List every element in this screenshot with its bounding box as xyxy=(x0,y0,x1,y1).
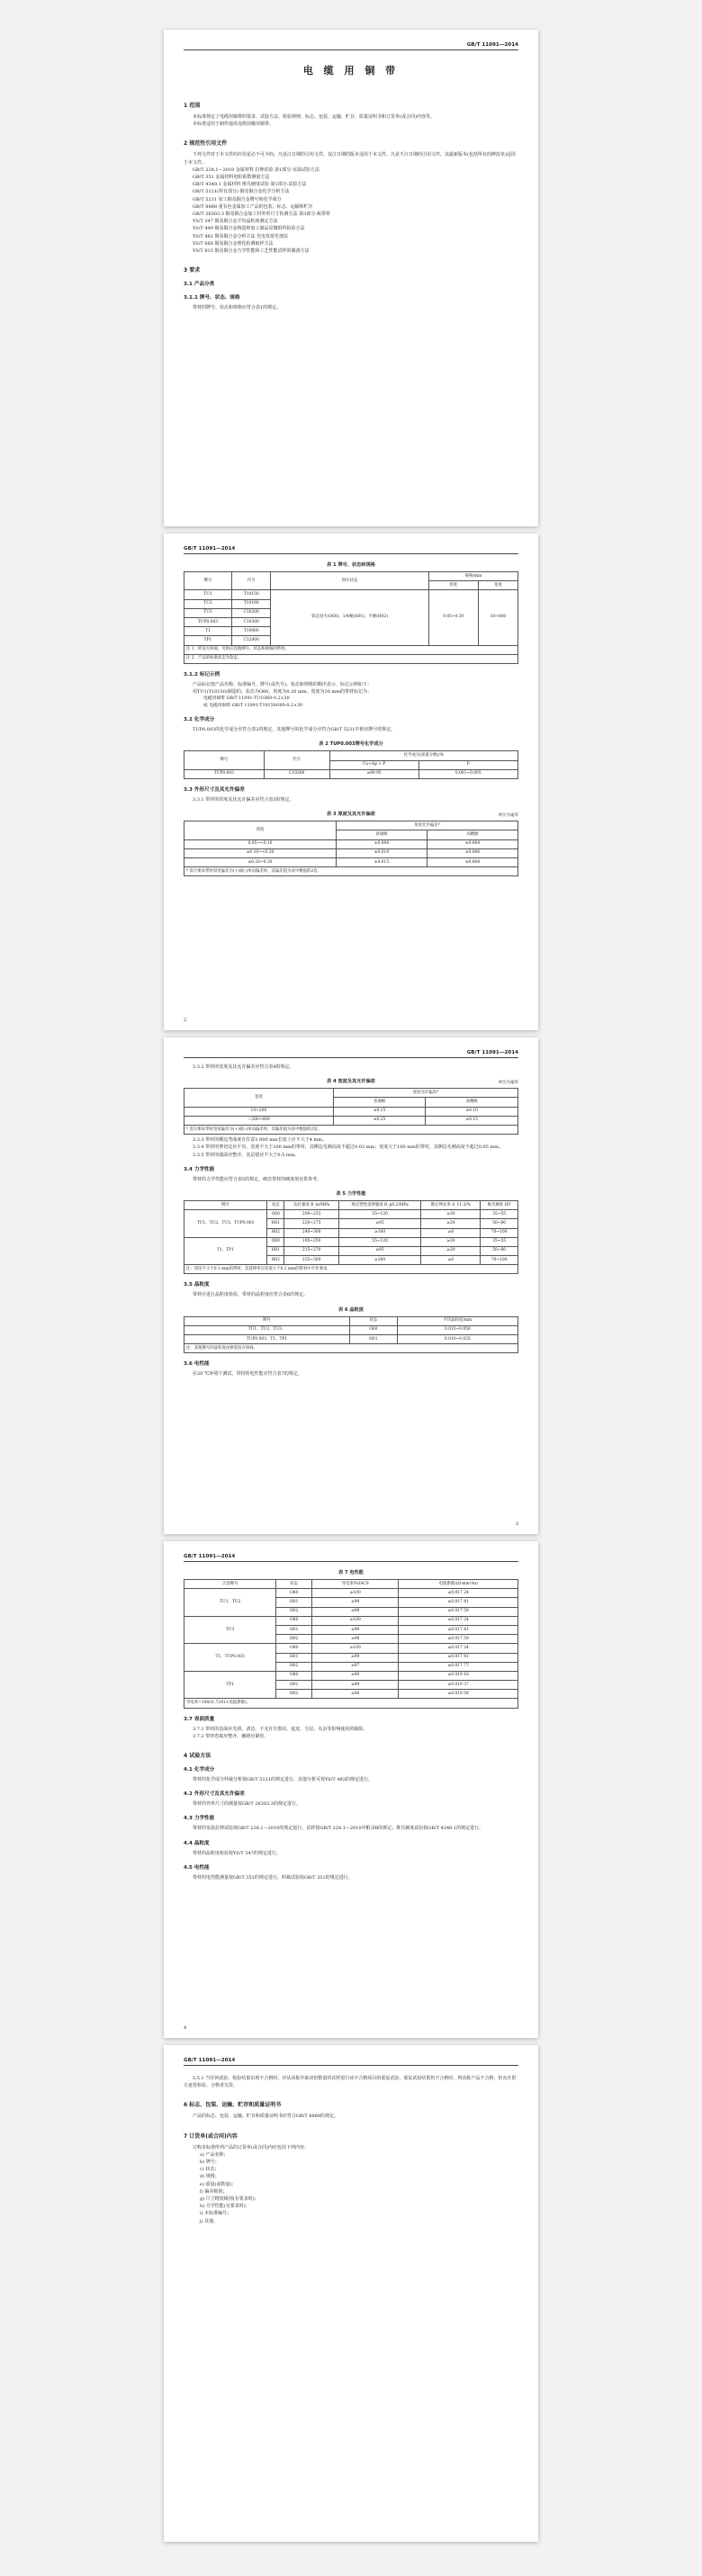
marking-example: 或 电缆用铜带 GB/T 11091-T10150O60-0.2×30 xyxy=(203,703,303,708)
table-cell: ≤0.017 41 xyxy=(399,1625,518,1634)
table-cell: C10200 xyxy=(231,608,271,617)
table-cell: ±0.15 xyxy=(333,1107,426,1116)
paragraph: 本标准规定了电缆用铜带的要求、试验方法、检验规则、标志、包装、运输、贮存、质量证明书和订货单(或合同)内容等。 xyxy=(193,114,435,120)
paragraph: 带材的外形尺寸的测量按GB/T 26303.3的规定进行。 xyxy=(193,1801,301,1808)
order-item: c) 状态； xyxy=(200,2167,220,2173)
table-header: 普通级 xyxy=(337,830,428,839)
table-header: 厚度允许偏差ª xyxy=(337,821,518,830)
table-cell: ≥98 xyxy=(311,1607,398,1616)
table-cell: ≥99 xyxy=(311,1598,398,1607)
table-cell: TUP0.003、T1、TP1 xyxy=(184,1335,350,1344)
table-header: 规定塑性延伸强度 R_p0.2/MPa xyxy=(338,1200,421,1209)
table-header: 代号 xyxy=(231,572,271,590)
page-number: 2 xyxy=(184,1018,187,1023)
table-cell: ≥95 xyxy=(338,1219,421,1228)
table-cell: ≥95 xyxy=(338,1246,421,1255)
table-note: ª 需方要求带材厚度偏差为(+)或(-)单向偏差时，其偏差值为表中数值的2倍。 xyxy=(184,867,518,876)
table-cell: T10180 xyxy=(231,599,271,608)
paragraph: 订购本标准所列产品的订货单(或合同)内应包括下列内容： xyxy=(193,2144,309,2150)
table-header: 宽度 xyxy=(184,1089,334,1107)
table-header: Cu+Ag + P xyxy=(329,760,418,769)
table-cell: T10150 xyxy=(231,590,271,599)
table-header: 状态 xyxy=(267,1200,284,1209)
table-cell: ≤0.017 59 xyxy=(399,1635,518,1644)
table-cell: T1、TUP0.003 xyxy=(184,1644,276,1672)
table-header: 代号 xyxy=(264,751,329,769)
document-page-4 xyxy=(164,1541,538,2038)
table-header: 状态 xyxy=(276,1580,312,1589)
table-header: P xyxy=(418,760,518,769)
table-cell: H01 xyxy=(276,1625,312,1634)
table-cell: TU3 xyxy=(184,608,232,617)
subsection-heading: 4.4 晶粒度 xyxy=(184,1840,210,1846)
table-cell: C10300 xyxy=(231,617,271,626)
subsection-heading: 3.4 力学性能 xyxy=(184,1166,215,1172)
table-cell: 0.05~0.30 xyxy=(428,590,478,645)
table-cell: 240~300 xyxy=(284,1228,338,1237)
table-caption: 表 3 厚度及其允许偏差 xyxy=(327,812,375,818)
table-cell: ＞200~800 xyxy=(184,1116,334,1125)
table-cell: 35~55 xyxy=(481,1210,518,1219)
subsection-heading: 3.1 产品分类 xyxy=(184,282,215,288)
table-cell: TP1 xyxy=(184,636,232,645)
paragraph: 在20 ℃环境下测试，带材的电性能应符合表7的规定。 xyxy=(193,1371,302,1378)
order-item: e) 重量(或数量)； xyxy=(200,2181,237,2187)
paragraph: 带材的室温拉伸试验按GB/T 228.1—2010的规定进行，试样按GB/T 228.1—2010中附录B的规定；维氏硬度试验按GB/T 4340.1的规定进行。 xyxy=(193,1826,484,1832)
table-cell: ≥88 xyxy=(311,1690,398,1699)
marking-example: 电缆用铜带 GB/T 11091-TU1O60-0.2×30 xyxy=(203,696,290,702)
table-cell: H01 xyxy=(276,1653,312,1662)
table-cell: 10~800 xyxy=(478,590,518,645)
table-chemistry xyxy=(184,750,518,779)
table-header: 宽度允许偏差ª xyxy=(333,1089,518,1098)
document-page-5 xyxy=(164,2045,538,2542)
table-cell: ≥100 xyxy=(311,1589,398,1598)
table-cell: ≥0.10~<0.20 xyxy=(184,848,337,857)
table-cell: ±0.25 xyxy=(333,1116,426,1125)
reference-item: GB/T 5121(所有部分) 铜及铜合金化学分析方法 xyxy=(193,189,290,195)
table-caption: 表 6 晶粒度 xyxy=(338,1306,364,1313)
table-cell: O60 xyxy=(267,1210,284,1219)
paragraph: 本标准适用于制作通讯电缆屏蔽用铜带。 xyxy=(193,121,274,128)
table-thickness xyxy=(184,821,518,876)
table-cell: ≥160 xyxy=(338,1228,421,1237)
table-cell: ≥20 xyxy=(421,1246,481,1255)
reference-item: GB/T 4340.1 金属材料 维氏硬度试验 第1部分:试验方法 xyxy=(193,182,307,188)
paragraph: 3.3.4 带材的剪切边应平直，宽度不大于100 mm的带材，其侧边毛刺高度不超过0.03 mm；宽度大于100 mm的带材，其侧边毛刺高度不超过0.05 mm。 xyxy=(193,1144,503,1151)
table-cell: ±0.10 xyxy=(426,1107,518,1116)
section-heading: 3 要求 xyxy=(184,267,201,274)
table-cell: ≥99 xyxy=(311,1653,398,1662)
table-cell: 195~250 xyxy=(284,1237,338,1246)
table-cell: ±0.006 xyxy=(427,848,518,857)
table-cell: H02 xyxy=(276,1662,312,1671)
table-unit: 单位为毫米 xyxy=(498,813,518,819)
table-cell: ≥89 xyxy=(311,1681,398,1690)
table-cell: 215~270 xyxy=(284,1246,338,1255)
document-page-2 xyxy=(164,534,538,1030)
table-cell: 35~55 xyxy=(481,1237,518,1246)
table-cell: ≥30 xyxy=(421,1210,481,1219)
table-cell: TU1 xyxy=(184,590,232,599)
page-number: 3 xyxy=(515,1521,518,1527)
table-cell: ≥100 xyxy=(311,1644,398,1653)
table-note: 注 2：产品的标准状态为软态。 xyxy=(184,654,518,663)
paragraph: 3.7.2 带材卷取应整齐，缠绕应紧密。 xyxy=(193,1733,269,1739)
table-cell: O60 xyxy=(267,1237,284,1246)
table-note: 注：其他牌号的晶粒度由供需双方协商。 xyxy=(184,1344,518,1353)
table-cell: C12000 xyxy=(231,636,271,645)
paragraph: 下列文件对于本文件的应用是必不可少的。凡是注日期的引用文件，仅注日期的版本适用于本文件。凡是不注日期的引用文件，其最新版本(包括所有的修改单)适用于本文件。 xyxy=(184,152,516,166)
reference-item: YS/T 449 铜及铜合金铸造和加工制品显微组织检验方法 xyxy=(193,226,305,232)
table-header: 状态 xyxy=(349,1316,397,1325)
table-header: 厚度 xyxy=(184,821,337,839)
section-heading: 4 试验方法 xyxy=(184,1753,212,1760)
document-page-1 xyxy=(164,30,538,526)
table-cell: ≥97 xyxy=(311,1662,398,1671)
table-header: 供应状态 xyxy=(271,572,428,590)
subsection-heading: 4.2 外形尺寸及其允许偏差 xyxy=(184,1791,245,1798)
table-cell: ≥99.95 xyxy=(329,769,418,778)
table-cell: TU3 xyxy=(184,1616,276,1644)
order-item: g) 尺寸精度级别(有要求时)； xyxy=(200,2196,259,2203)
table-cell: 50~80 xyxy=(481,1246,518,1255)
table-cell: O60 xyxy=(276,1671,312,1680)
table-header: 牌号 xyxy=(184,1200,267,1209)
table-cell: ≤0.017 24 xyxy=(399,1644,518,1653)
table-cell: H01 xyxy=(349,1335,397,1344)
paragraph: 3.7.1 带材的表面应光滑、清洁，不允许有裂纹、起皮、分层、夹杂等影响使用的缺陷。 xyxy=(193,1726,368,1732)
order-item: f) 偏差级别； xyxy=(200,2188,228,2195)
table-unit: 单位为毫米 xyxy=(498,1081,518,1086)
table-cell: H02 xyxy=(267,1256,284,1265)
table-header: 电阻系数/(Ω·mm²/m) xyxy=(399,1580,518,1589)
table-header: 维氏硬度 HV xyxy=(481,1200,518,1209)
order-item: h) 力学性能(有要求时)； xyxy=(200,2204,250,2210)
subsection-heading: 3.2 化学成分 xyxy=(184,717,215,723)
table-cell: O60 xyxy=(276,1644,312,1653)
table-header: 化学成分(质量分数)/% xyxy=(329,751,518,760)
table-cell: ≤0.019 59 xyxy=(399,1690,518,1699)
table-mechanical xyxy=(184,1200,518,1275)
paragraph: 带材的化学成分仲裁分析按GB/T 5121的规定进行，其他分析可按YS/T 482的规定进行。 xyxy=(193,1777,373,1783)
reference-item: GB/T 8888 重有色金属加工产品的包装、标志、运输和贮存 xyxy=(193,203,313,210)
table-header: 导电率/%IACS xyxy=(311,1580,398,1589)
table-cell: C10300 xyxy=(264,769,329,778)
table-cell: ≥160 xyxy=(338,1256,421,1265)
subsection-heading: 4.5 电性能 xyxy=(184,1864,210,1871)
table-header: 牌号 xyxy=(184,751,265,769)
table-cell: 0.015~0.050 xyxy=(397,1325,518,1334)
paragraph: 带材的力学性能应符合表5的规定，硬态带材的硬度值仅供参考。 xyxy=(193,1176,322,1182)
table-cell: TUP0.003 xyxy=(184,769,265,778)
table-caption: 表 7 电性能 xyxy=(338,1570,364,1575)
table-cell: H01 xyxy=(276,1681,312,1690)
reference-item: YS/T 347 铜及铜合金平均晶粒度测定方法 xyxy=(193,219,278,225)
table-cell: 0.010~0.035 xyxy=(397,1335,518,1344)
table-cell: H02 xyxy=(276,1607,312,1616)
table-cell: H01 xyxy=(267,1246,284,1255)
table-note: ª 需方要求带材宽度偏差为(+)或(-)单向偏差时，其偏差值为表中数值的2倍。 xyxy=(184,1125,518,1134)
table-cell: ≥90 xyxy=(311,1671,398,1680)
table-cell: O60 xyxy=(276,1616,312,1625)
table-header: 高精级 xyxy=(427,830,518,839)
subsection-heading: 4.1 化学成分 xyxy=(184,1767,215,1773)
subsection-heading: 3.7 表面质量 xyxy=(184,1716,215,1722)
table-cell: ≥8 xyxy=(421,1256,481,1265)
table-caption: 表 2 TUP0.003牌号化学成分 xyxy=(319,741,383,748)
table-cell: ±0.015 xyxy=(337,858,428,867)
table-cell: ≤0.017 24 xyxy=(399,1589,518,1598)
table-header: 抗拉强度 R_m/MPa xyxy=(284,1200,338,1209)
table-cell: ±0.008 xyxy=(427,858,518,867)
table-note: 注 1：经双方协商，可供应其他牌号、状态和规格的带材。 xyxy=(184,645,518,654)
table-cell: ±0.15 xyxy=(426,1116,518,1125)
table-cell: ≤0.017 24 xyxy=(399,1616,518,1625)
page-header: GB/T 11091—2014 xyxy=(184,1050,518,1058)
table-cell: TP1 xyxy=(184,1671,276,1699)
paragraph: 3.3.5 带材的端面应整齐，其层错应不大于0.5 mm。 xyxy=(193,1152,300,1158)
table-header: 普通级 xyxy=(333,1098,426,1107)
table-width xyxy=(184,1088,518,1135)
table-grain-size xyxy=(184,1316,518,1354)
table-cell: 70~100 xyxy=(481,1228,518,1237)
table-cell: 0.05~<0.10 xyxy=(184,839,337,848)
reference-item: YS/T 482 铜及铜合金分析方法 光电发射光谱法 xyxy=(193,233,289,239)
paragraph: 用TU1(T10150)制造的、状态为O60、厚度为0.20 mm、宽度为30 mm的带材标记为： xyxy=(193,689,372,696)
table-cell: 10~200 xyxy=(184,1107,334,1116)
table-cell: ±0.006 xyxy=(337,839,428,848)
table-cell: ±0.010 xyxy=(337,848,428,857)
order-item: b) 牌号； xyxy=(200,2159,220,2166)
order-item: a) 产品名称； xyxy=(200,2151,229,2158)
document-title: 电 缆 用 铜 带 xyxy=(302,65,400,76)
table-caption: 表 4 宽度及其允许偏差 xyxy=(327,1079,375,1085)
table-cell: 55~120 xyxy=(338,1237,421,1246)
paragraph: 带材的电性能测量按GB/T 351的规定进行，仲裁试验按GB/T 351的规定进行。 xyxy=(193,1874,353,1880)
reference-item: GB/T 26303.3 铜及铜合金加工材外形尺寸检测方法 第3部分:板带材 xyxy=(193,211,331,218)
table-cell: T1、TP1 xyxy=(184,1237,267,1265)
table-note: 注：厚度不小于0.1 mm的带材，其延伸率在厚度小于0.1 mm的带材中不作要求。 xyxy=(184,1265,518,1274)
table-header: 宽度 xyxy=(478,581,518,590)
paragraph: 带材的牌号、状态和规格应符合表1的规定。 xyxy=(193,305,282,311)
table-cell: ≤0.019 37 xyxy=(399,1681,518,1690)
table-cell: 200~255 xyxy=(284,1210,338,1219)
table-cell: ≥98 xyxy=(311,1635,398,1644)
table-cell: H02 xyxy=(267,1228,284,1237)
table-caption: 表 1 牌号、状态和规格 xyxy=(327,562,375,568)
table-cell: H01 xyxy=(267,1219,284,1228)
table-cell: ≥30 xyxy=(421,1237,481,1246)
table-header: 规格/mm xyxy=(428,572,518,581)
paragraph: 3.3.1 带材的厚度及其允许偏差应符合表3的规定。 xyxy=(193,797,294,803)
table-cell: ≤0.017 77 xyxy=(399,1662,518,1671)
paragraph: TUP0.003的化学成分应符合表2的规定，其他牌号的化学成分应符合GB/T 5231中相应牌号的规定。 xyxy=(193,727,396,733)
table-cell: O60 xyxy=(276,1589,312,1598)
subsection-heading: 3.5 晶粒度 xyxy=(184,1282,210,1288)
page-header: GB/T 11091—2014 xyxy=(184,2058,518,2066)
table-cell: ≥0.20~0.30 xyxy=(184,858,337,867)
table-header: 牌号 xyxy=(184,572,232,590)
table-electrical xyxy=(184,1579,518,1709)
section-heading: 6 标志、包装、运输、贮存和质量证明书 xyxy=(184,2102,282,2109)
page-header: GB/T 11091—2014 xyxy=(184,1554,518,1562)
table-header: 平均晶粒度/mm xyxy=(397,1316,518,1325)
table-cell: 55~120 xyxy=(338,1210,421,1219)
table-cell: TU2 xyxy=(184,599,232,608)
table-cell: TU1、TU2 xyxy=(184,1589,276,1617)
section-heading: 7 订货单(或合同)内容 xyxy=(184,2132,238,2140)
table-cell: ≤0.017 41 xyxy=(399,1598,518,1607)
table-cell: H01 xyxy=(276,1598,312,1607)
table-header: 合金牌号 xyxy=(184,1580,276,1589)
table-cell: 235~300 xyxy=(284,1256,338,1265)
paragraph: 带材应进行晶粒度检验，带材的晶粒度应符合表6的规定。 xyxy=(193,1292,309,1298)
table-cell: TU1、TU2、TU3、TUP0.003 xyxy=(184,1210,267,1238)
order-item: d) 规格； xyxy=(200,2174,220,2180)
paragraph: 产品的标志、包装、运输、贮存和质量证明书应符合GB/T 8888的规定。 xyxy=(193,2114,339,2120)
table-cell: 220~275 xyxy=(284,1219,338,1228)
order-item: j) 其他。 xyxy=(200,2218,219,2224)
subsection-heading: 4.3 力学性能 xyxy=(184,1816,215,1822)
table-cell: 0.001~0.005 xyxy=(418,769,518,778)
subsection-heading: 3.3 外形尺寸及其允许偏差 xyxy=(184,787,245,794)
reference-item: YS/T 815 铜及铜合金力学性能和工艺性能试样的制备方法 xyxy=(193,248,310,255)
table-cell: ≥8 xyxy=(421,1228,481,1237)
table-cell: H02 xyxy=(276,1690,312,1699)
table-cell: ≥100 xyxy=(311,1616,398,1625)
table-cell: O60 xyxy=(349,1325,397,1334)
document-page-3 xyxy=(164,1037,538,1534)
table-cell: ±0.004 xyxy=(427,839,518,848)
reference-item: GB/T 351 金属材料电阻系数测量方法 xyxy=(193,175,270,181)
paragraph: 带材的晶粒度检验按YS/T 347的规定进行。 xyxy=(193,1850,281,1856)
table-cell: ≥20 xyxy=(421,1219,481,1228)
table-header: 牌号 xyxy=(184,1316,350,1325)
table-cell: T1 xyxy=(184,627,232,636)
table-header: 厚度 xyxy=(428,581,478,590)
table-cell: ≤0.019 16 xyxy=(399,1671,518,1680)
table-cell: 软态退火(O60)、1/4硬(H01)、半硬(H02) xyxy=(271,590,428,645)
table-cell: ≤0.017 41 xyxy=(399,1653,518,1662)
paragraph: 3.3.2 带材的宽度及其允许偏差应符合表4的规定。 xyxy=(193,1064,294,1070)
paragraph: 3.3.3 带材的侧边弯曲度在任意1 000 mm长度上应不大于4 mm。 xyxy=(193,1137,327,1144)
reference-item: GB/T 228.1—2010 金属材料 拉伸试验 第1部分:室温试验方法 xyxy=(193,166,320,173)
subsection-heading: 3.1.2 标记示例 xyxy=(184,671,220,678)
table-cell: H02 xyxy=(276,1635,312,1644)
paragraph: 5.5.1 当任何试验、检验结果出现不合格时，应从该批中取双倍数量的试样进行该不合格项目的重复试验，重复试验结果仍不合格时，判该批产品不合格，但允许供方逐卷检验，合格者交货。 xyxy=(184,2076,517,2089)
table-note: 导电率=100/(1.7241×电阻系数)。 xyxy=(184,1699,518,1708)
table-header: 高精级 xyxy=(426,1098,518,1107)
reference-item: GB/T 5231 加工铜及铜合金牌号和化学成分 xyxy=(193,196,282,202)
reference-item: YS/T 668 铜及铜合金理化检测取样方法 xyxy=(193,240,274,247)
table-cell: ≥99 xyxy=(311,1625,398,1634)
table-cell: TU1、TU2、TU3、 xyxy=(184,1325,350,1334)
table-cell: T10900 xyxy=(231,627,271,636)
table-cell: 50~80 xyxy=(481,1219,518,1228)
table-cell: TUP0.003 xyxy=(184,617,232,626)
section-heading: 2 规范性引用文件 xyxy=(184,140,228,148)
section-heading: 1 范围 xyxy=(184,103,201,109)
order-item: i) 本标准编号； xyxy=(200,2211,232,2217)
subsection-heading: 3.1.1 牌号、状态、规格 xyxy=(184,295,240,301)
paragraph: 产品标记按产品名称、标准编号、牌号(或代号)、状态和规格的顺序表示，标记示例如下： xyxy=(193,681,372,687)
page-number: 4 xyxy=(184,2025,187,2031)
table-caption: 表 5 力学性能 xyxy=(336,1190,366,1197)
table-header: 断后伸长率 A_11.3/% xyxy=(421,1200,481,1209)
page-header: GB/T 11091—2014 xyxy=(184,42,518,50)
table-cell: 70~100 xyxy=(481,1256,518,1265)
page-header: GB/T 11091—2014 xyxy=(184,546,518,554)
subsection-heading: 3.6 电性能 xyxy=(184,1361,210,1368)
table-cell: ≤0.017 59 xyxy=(399,1607,518,1616)
table-grades xyxy=(184,571,518,664)
